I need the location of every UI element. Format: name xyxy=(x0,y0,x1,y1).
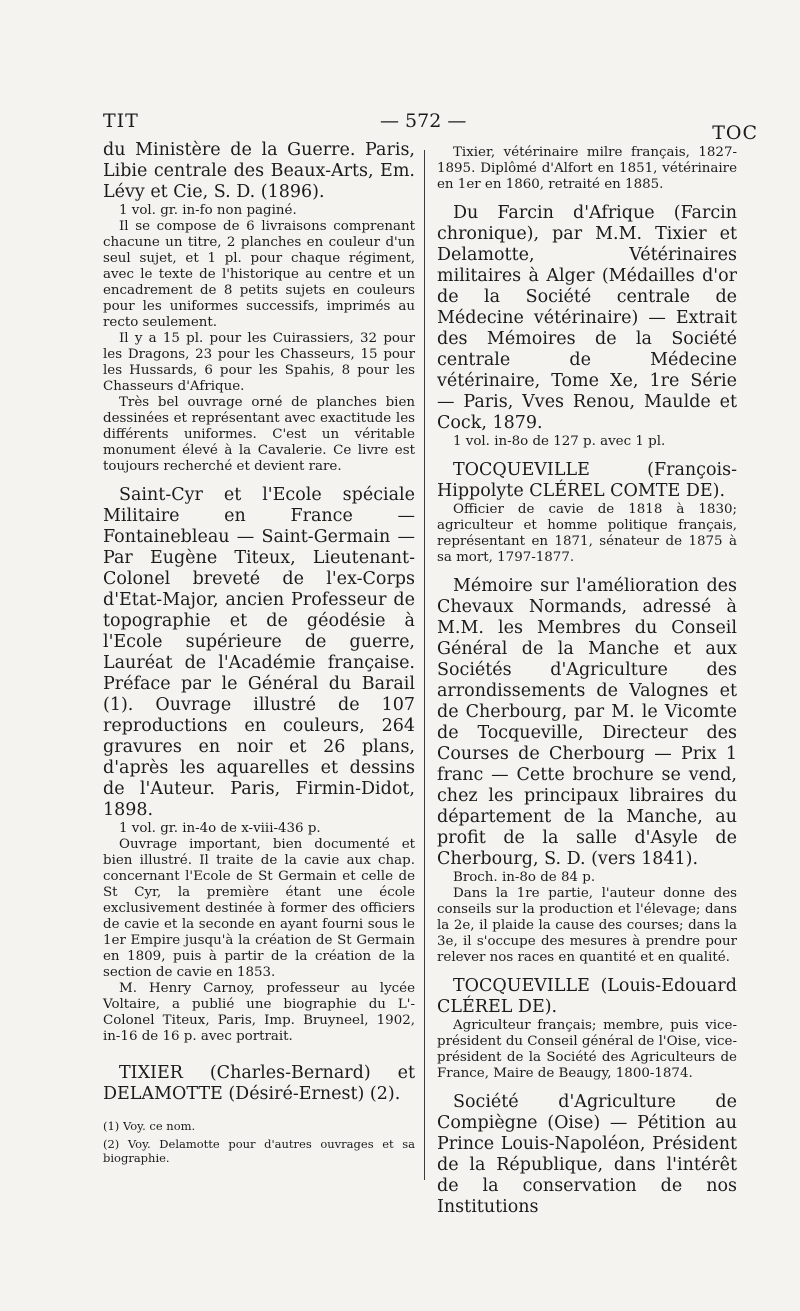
entry-title: Société d'Agriculture de Compiègne (Oise) — Pétition au Prince Louis-Napoléon, Président de la République, dans l'intérêt de la conservation de nos Institutions xyxy=(437,1092,737,1217)
entry-title: Saint-Cyr et l'Ecole spéciale Militaire en France — Fontainebleau — Saint-Germain — Par Eugène Titeux, Lieutenant-Colonel breveté de l'ex-Corps d'Etat-Major, ancien Professeur de topographie et de géodésie à l'Ecole supérieure de guerre, Lauréat de l'Académie française. Préface par le Général du Barail (1). Ouvrage illustré de 107 reproductions en couleurs, 264 gravures en noir et 26 plans, d'après les aquarelles et dessins de l'Auteur. Paris, Firmin-Didot, 1898. xyxy=(103,485,415,820)
running-head-right: TOC xyxy=(712,122,758,144)
biography-paragraph: Tixier, vétérinaire milre français, 1827-1895. Diplômé d'Alfort en 1851, vétérinaire en 1er en 1860, retraité en 1885. xyxy=(437,145,737,192)
description-paragraph: Il se compose de 6 livraisons comprenant chacune un titre, 2 planches en couleur d'un seul sujet, et 1 pl. pour chaque régiment, avec le texte de l'historique au centre et un encadrement de 8 petits sujets en couleurs pour les uniformes successifs, imprimés au recto seulement. xyxy=(103,219,415,330)
author-heading: TIXIER (Charles-Bernard) et DELAMOTTE (Désiré-Ernest) (2). xyxy=(103,1063,415,1104)
format-note: 1 vol. in-8o de 127 p. avec 1 pl. xyxy=(453,434,666,449)
author-heading: TOCQUEVILLE (François-Hippolyte CLÉREL COMTE DE). xyxy=(437,460,737,501)
running-head-left: TIT xyxy=(103,110,139,132)
column-rule xyxy=(424,150,425,1180)
description-paragraph: Dans la 1re partie, l'auteur donne des conseils sur la production et l'élevage; dans la 2e, il plaide la cause des courses; dans la 3e, il s'occupe des mesures à prendre pour relever nos races en quantité et en qualité. xyxy=(437,886,737,965)
entry-continuation: du Ministère de la Guerre. Paris, Libie centrale des Beaux-Arts, Em. Lévy et Cie, S. D. (1896). xyxy=(103,140,415,202)
footnote: (1) Voy. ce nom. xyxy=(103,1119,196,1133)
biography-paragraph: Officier de cavie de 1818 à 1830; agriculteur et homme politique français, représentant en 1871, sénateur de 1875 à sa mort, 1797-1877. xyxy=(437,502,737,565)
footnote: (2) Voy. Delamotte pour d'autres ouvrages et sa biographie. xyxy=(103,1137,415,1165)
entry-title: Mémoire sur l'amélioration des Chevaux Normands, adressé à M.M. les Membres du Conseil Général de la Manche et aux Sociétés d'Agriculture des arrondissements de Valognes et de Cherbourg, par M. le Vicomte de Tocqueville, Directeur des Courses de Cherbourg — Prix 1 franc — Cette brochure se vend, chez les principaux libraires du département de la Manche, au profit de la salle d'Asyle de Cherbourg, S. D. (vers 1841). xyxy=(437,576,737,869)
description-paragraph: Très bel ouvrage orné de planches bien dessinées et représentant avec exactitude les différents uniformes. C'est un véritable monument élevé à la Cavalerie. Ce livre est toujours recherché et devient rare. xyxy=(103,395,415,474)
biography-paragraph: Agriculteur français; membre, puis vice-président du Conseil général de l'Oise, vice-président de la Société des Agriculteurs de France, Maire de Beaugy, 1800-1874. xyxy=(437,1018,737,1081)
description-paragraph: Il y a 15 pl. pour les Cuirassiers, 32 pour les Dragons, 23 pour les Chasseurs, 15 pour les Hussards, 6 pour les Spahis, 8 pour les Chasseurs d'Afrique. xyxy=(103,331,415,394)
description-paragraph: Ouvrage important, bien documenté et bien illustré. Il traite de la cavie aux chap. concernant l'Ecole de St Germain et celle de St Cyr, la première étant une école exclusivement destinée à former des officiers de cavie et la seconde en ayant fourni sous le 1er Empire jusqu'à la création de St Germain en 1809, puis à partir de la création de la section de cavie en 1853. xyxy=(103,837,415,980)
right-column xyxy=(437,145,737,1218)
entry-title: Du Farcin d'Afrique (Farcin chronique), par M.M. Tixier et Delamotte, Vétérinaires militaires à Alger (Médailles d'or de la Société centrale de Médecine vétérinaire) — Extrait des Mémoires de la Société centrale de Médecine vétérinaire, Tome Xe, 1re Série — Paris, Vves Renou, Maulde et Cock, 1879. xyxy=(437,203,737,433)
author-heading: TOCQUEVILLE (Louis-Edouard CLÉREL DE). xyxy=(437,976,737,1017)
format-note: Broch. in-8o de 84 p. xyxy=(453,870,596,885)
description-paragraph: M. Henry Carnoy, professeur au lycée Voltaire, a publié une biographie du L'-Colonel Titeux, Paris, Imp. Bruyneel, 1902, in-16 de 16 p. avec portrait. xyxy=(103,981,415,1044)
format-note: 1 vol. gr. in-fo non paginé. xyxy=(119,203,297,218)
left-column xyxy=(103,140,415,1165)
format-note: 1 vol. gr. in-4o de x-viii-436 p. xyxy=(119,821,321,836)
page-number: — 572 — xyxy=(380,110,467,132)
